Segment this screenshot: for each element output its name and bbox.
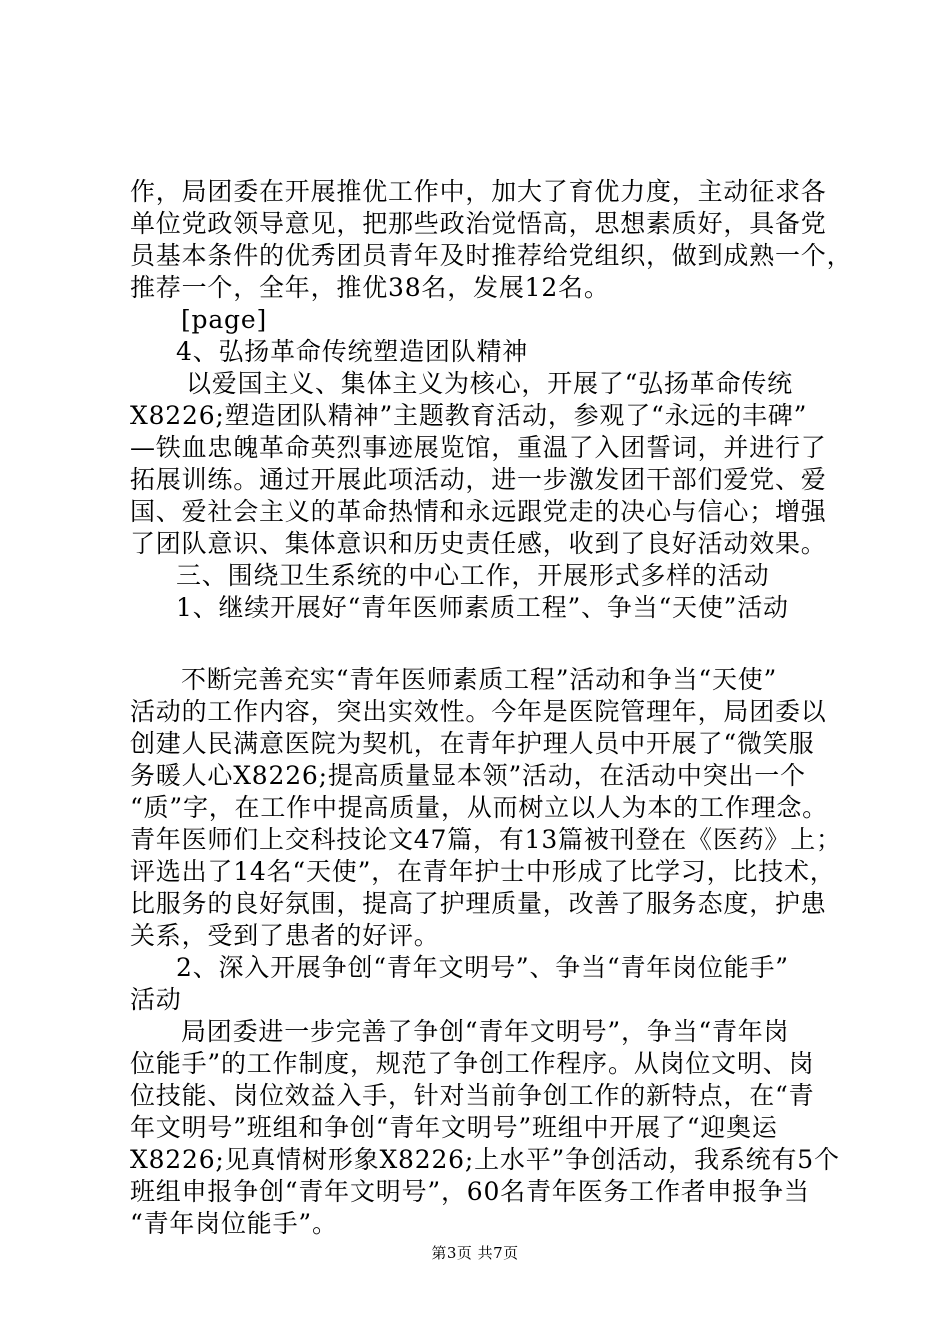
text-line: 活动的工作内容，突出实效性。今年是医院管理年，局团委以 <box>130 697 827 726</box>
section-heading: 三、围绕卫生系统的中心工作，开展形式多样的活动 <box>176 561 770 590</box>
text-line: 推荐一个，全年，推优38名，发展12名。 <box>130 273 610 302</box>
text-line: X8226;见真情树形象X8226;上水平”争创活动，我系统有5个 <box>130 1145 840 1174</box>
text-line: 单位党政领导意见，把那些政治觉悟高，思想素质好，具备党 <box>130 209 827 238</box>
text-line: 位能手”的工作制度，规范了争创工作程序。从岗位文明、岗 <box>130 1049 815 1078</box>
text-line: 青年医师们上交科技论文47篇，有13篇被刊登在《医药》上； <box>130 825 842 854</box>
section-heading: 4、弘扬革命传统塑造团队精神 <box>176 337 529 366</box>
text-line: 活动 <box>130 985 182 1014</box>
page-number-footer: 第3页 共7页 <box>431 1244 519 1262</box>
text-line: 以爱国主义、集体主义为核心，开展了“弘扬革命传统 <box>186 369 793 398</box>
page-marker: [page] <box>181 305 268 334</box>
text-line: 不断完善充实“青年医师素质工程”活动和争当“天使” <box>181 665 778 694</box>
section-heading: 1、继续开展好“青年医师素质工程”、争当“天使”活动 <box>176 593 789 622</box>
text-line: “青年岗位能手”。 <box>130 1209 338 1238</box>
text-line: 位技能、岗位效益入手，针对当前争创工作的新特点，在“青 <box>130 1081 815 1110</box>
text-line: 作，局团委在开展推优工作中，加大了育优力度，主动征求各 <box>130 177 827 206</box>
text-line: 班组申报争创“青年文明号”，60名青年医务工作者申报争当 <box>130 1177 810 1206</box>
text-line: “质”字，在工作中提高质量，从而树立以人为本的工作理念。 <box>130 793 828 822</box>
text-line: 国、爱社会主义的革命热情和永远跟党走的决心与信心；增强 <box>130 497 827 526</box>
text-line: 年文明号”班组和争创“青年文明号”班组中开展了“迎奥运 <box>130 1113 778 1142</box>
text-line: 员基本条件的优秀团员青年及时推荐给党组织，做到成熟一个， <box>130 241 853 270</box>
text-line: 创建人民满意医院为契机，在青年护理人员中开展了“微笑服 <box>130 729 815 758</box>
text-line: —铁血忠魄革命英烈事迹展览馆，重温了入团誓词，并进行了 <box>130 433 827 462</box>
text-line: 了团队意识、集体意识和历史责任感，收到了良好活动效果。 <box>130 529 827 558</box>
text-line: 务暖人心X8226;提高质量显本领”活动，在活动中突出一个 <box>130 761 806 790</box>
text-line: 拓展训练。通过开展此项活动，进一步激发团干部们爱党、爱 <box>130 465 827 494</box>
section-heading: 2、深入开展争创“青年文明号”、争当“青年岗位能手” <box>176 953 789 982</box>
text-line: 评选出了14名“天使”，在青年护士中形成了比学习，比技术， <box>130 857 836 886</box>
text-line: X8226;塑造团队精神”主题教育活动，参观了“永远的丰碑” <box>130 401 808 430</box>
text-line: 局团委进一步完善了争创“青年文明号”，争当“青年岗 <box>181 1017 790 1046</box>
text-line: 比服务的良好氛围，提高了护理质量，改善了服务态度，护患 <box>130 889 827 918</box>
text-line: 关系，受到了患者的好评。 <box>130 921 440 950</box>
